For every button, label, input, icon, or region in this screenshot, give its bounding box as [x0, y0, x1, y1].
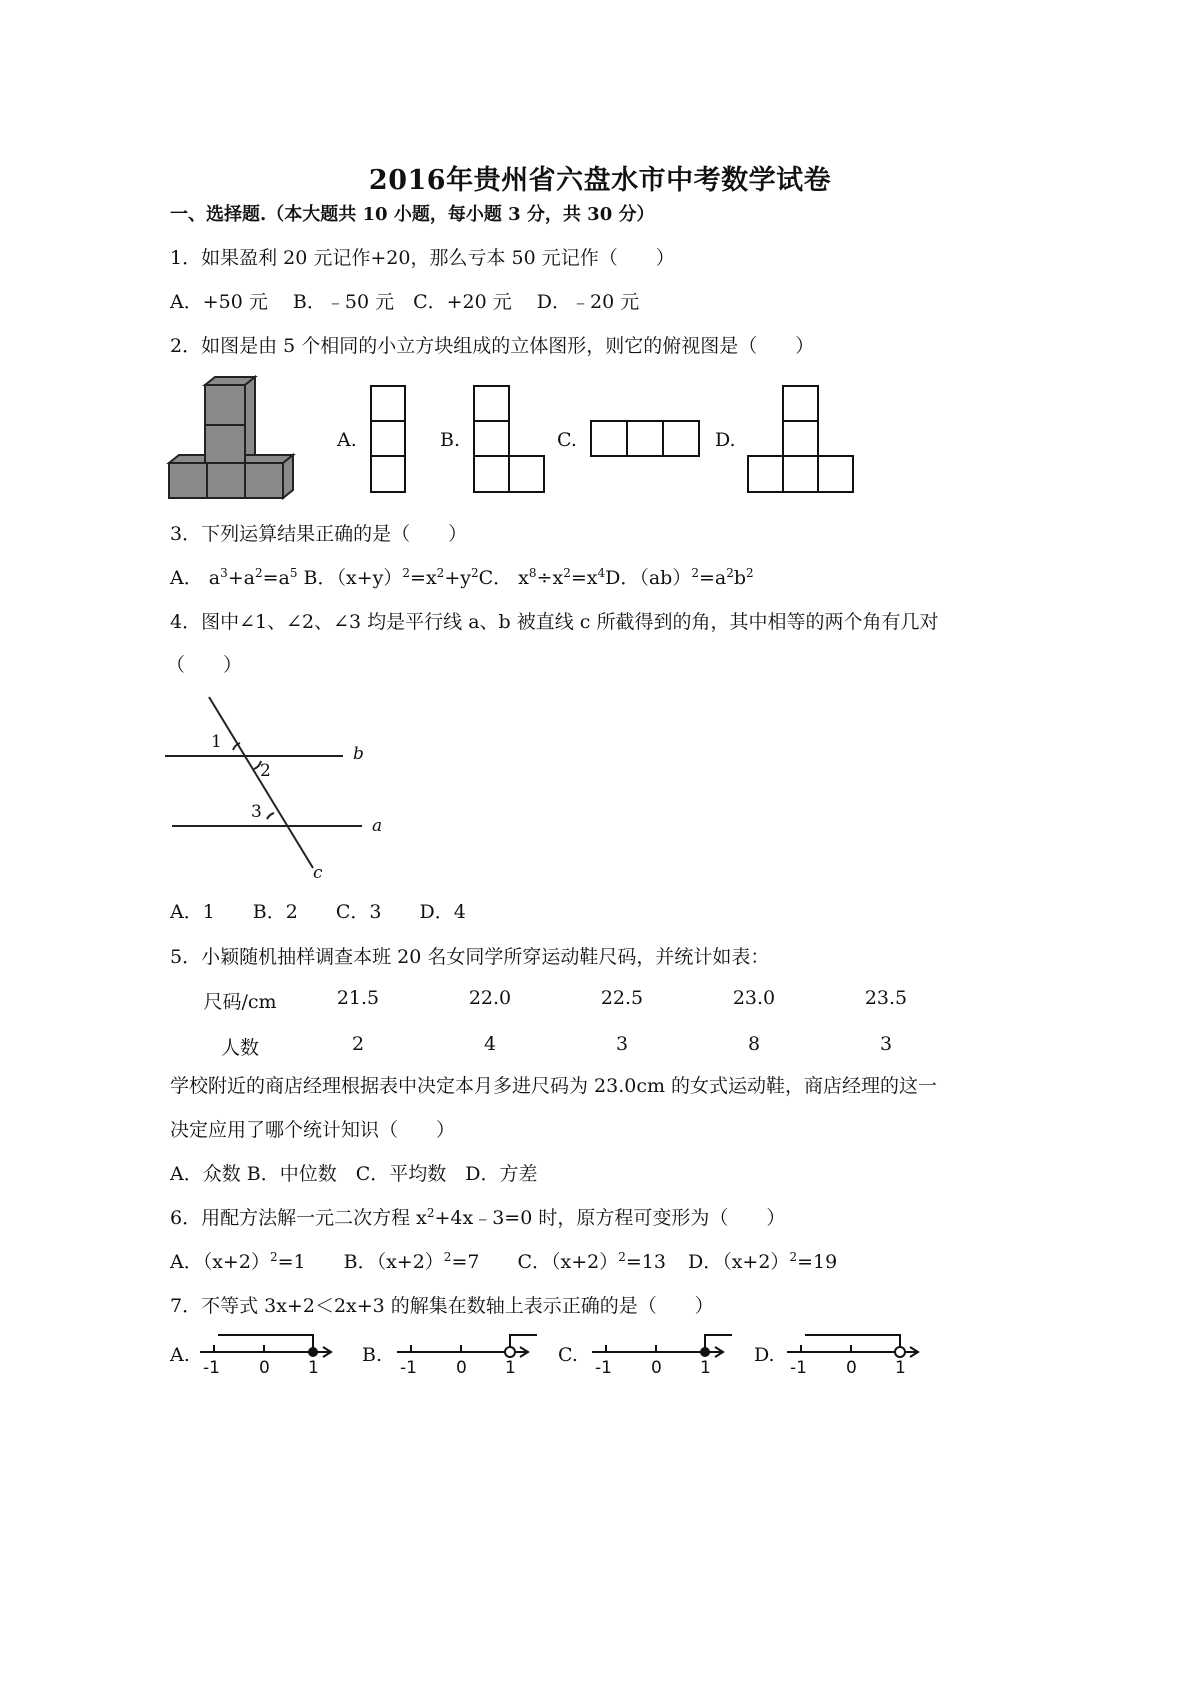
angle-2-label: 2 [260, 761, 271, 781]
tick-label: 1 [308, 1358, 319, 1378]
tick-label: 0 [259, 1358, 270, 1378]
q3-d-text: D．（ab） [605, 567, 692, 589]
q4-options: A．1 B．2 C．3 D．4 [170, 901, 466, 923]
exponent: 2 [726, 566, 734, 580]
q6-a-text: =1 [277, 1251, 306, 1273]
line-b-label: b [353, 744, 364, 764]
q5-options: A．众数 B．中位数 C．平均数 D．方差 [170, 1163, 538, 1185]
tick-label: -1 [400, 1358, 417, 1378]
exponent: 2 [563, 566, 571, 580]
q1-stem: 1．如果盈利 20 元记作+20，那么亏本 50 元记作（ ） [170, 247, 675, 269]
exponent: 2 [254, 566, 263, 580]
q6-stem-text: 6．用配方法解一元二次方程 x [170, 1207, 427, 1229]
q2-option-b-figure [473, 385, 548, 495]
exponent: 2 [789, 1250, 798, 1264]
table-cell: 人数 [220, 1037, 259, 1059]
page-title: 2016年贵州省六盘水市中考数学试卷 [368, 165, 832, 196]
section-heading: 一、选择题.（本大题共 10 小题，每小题 3 分，共 30 分） [170, 204, 655, 225]
angle-1-label: 1 [211, 732, 222, 752]
q3-a-text: A． a [170, 567, 221, 589]
exponent: 3 [220, 566, 228, 580]
angle-3-label: 3 [251, 802, 262, 822]
q4-parallel-lines-figure [165, 695, 395, 885]
q2-option-d-figure [747, 385, 857, 495]
q3-a-text: +a [227, 567, 255, 589]
q4-stem: 4．图中∠1、∠2、∠3 均是平行线 a、b 被直线 c 所截得到的角，其中相等的两个角有几对 [170, 611, 939, 633]
open-point [895, 1347, 905, 1357]
q7-number-line-d [785, 1330, 930, 1378]
exponent: 2 [691, 566, 699, 580]
q7-number-line-c [590, 1330, 735, 1378]
exponent: 4 [597, 566, 606, 580]
q5-shoe-size-table [180, 987, 1050, 1077]
tick-label: -1 [790, 1358, 807, 1378]
closed-point [700, 1347, 710, 1357]
q2-label-d: D. [715, 429, 736, 451]
q3-c-text: =x [570, 567, 598, 589]
exponent: 2 [470, 566, 479, 580]
exponent: 2 [436, 566, 445, 580]
tick-label: -1 [595, 1358, 612, 1378]
q3-b-text: B．（x+y） [297, 567, 403, 589]
q6-a-text: A．（x+2） [170, 1251, 270, 1273]
q6-d-text: D．（x+2） [687, 1251, 790, 1273]
q2-option-c-figure [590, 420, 702, 460]
q2-label-a: A. [337, 429, 357, 451]
exponent: 2 [402, 566, 411, 580]
line-a-label: a [372, 816, 383, 836]
tick-label: 0 [456, 1358, 467, 1378]
q3-c-text: C． x [478, 567, 529, 589]
tick-label: 1 [505, 1358, 516, 1378]
q7-label-a: A. [170, 1344, 190, 1366]
q4-stem-paren: （ ） [166, 654, 243, 676]
tick-label: 0 [846, 1358, 857, 1378]
line-c-label: c [313, 863, 323, 883]
q2-label-c: C. [557, 429, 577, 451]
tick-label: 1 [895, 1358, 906, 1378]
table-cell: 22.5 [600, 987, 644, 1009]
q3-d-text: b [733, 567, 747, 589]
table-cell: 22.0 [468, 987, 512, 1009]
q6-c-text: C．（x+2） [517, 1251, 619, 1273]
table-cell: 8 [747, 1033, 761, 1055]
tick-label: 1 [700, 1358, 711, 1378]
exponent: 2 [269, 1250, 278, 1264]
q6-stem-text: +4x﹣3=0 时，原方程可变形为（ ） [434, 1207, 786, 1229]
q2-stem: 2．如图是由 5 个相同的小立方块组成的立体图形，则它的俯视图是（ ） [170, 335, 815, 357]
q7-number-line-b [395, 1330, 540, 1378]
q5-text-line2: 决定应用了哪个统计知识（ ） [170, 1119, 456, 1141]
table-cell: 3 [879, 1033, 893, 1055]
q5-text-line1: 学校附近的商店经理根据表中决定本月多进尺码为 23.0cm 的女式运动鞋，商店经理的这一 [170, 1075, 938, 1097]
q5-stem: 5．小颖随机抽样调查本班 20 名女同学所穿运动鞋尺码，并统计如表： [170, 946, 770, 968]
q3-d-text: =a [698, 567, 727, 589]
line-c [209, 697, 313, 868]
table-cell: 21.5 [336, 987, 380, 1009]
q6-stem [170, 1206, 785, 1230]
table-cell: 3 [615, 1033, 629, 1055]
tick-label: -1 [203, 1358, 220, 1378]
q3-c-text: ÷x [536, 567, 564, 589]
q6-b-text: =7 [451, 1251, 480, 1273]
exponent: 2 [746, 566, 754, 580]
q6-options [170, 1250, 837, 1274]
exponent: 2 [443, 1250, 452, 1264]
q3-options [170, 566, 754, 590]
q7-label-b: B. [362, 1344, 383, 1366]
table-cell: 尺码/cm [203, 991, 277, 1013]
table-row [180, 1033, 1050, 1077]
q2-solid-figure [165, 375, 300, 500]
q2-option-a-figure [370, 385, 408, 495]
q2-label-b: B. [440, 429, 461, 451]
q6-c-text: =13 [625, 1251, 666, 1273]
q1-options: A．+50 元 B．﹣50 元 C．+20 元 D．﹣20 元 [170, 291, 640, 313]
table-cell: 2 [351, 1033, 365, 1055]
table-row [180, 987, 1050, 1033]
closed-point [308, 1347, 318, 1357]
tick-label: 0 [651, 1358, 662, 1378]
q7-label-d: D. [754, 1344, 775, 1366]
q3-stem: 3．下列运算结果正确的是（ ） [170, 523, 468, 545]
q7-number-line-a [198, 1330, 343, 1378]
q6-b-text: B．（x+2） [343, 1251, 444, 1273]
table-cell: 4 [483, 1033, 497, 1055]
exponent: 5 [289, 566, 298, 580]
q3-a-text: =a [262, 567, 290, 589]
q3-b-text: =x [410, 567, 437, 589]
q3-b-text: +y [444, 567, 471, 589]
exponent: 2 [618, 1250, 626, 1264]
exponent: 2 [426, 1206, 435, 1220]
q7-stem: 7．不等式 3x+2＜2x+3 的解集在数轴上表示正确的是（ ） [170, 1295, 714, 1317]
q7-label-c: C. [558, 1344, 578, 1366]
q6-d-text: =19 [797, 1251, 838, 1273]
open-point [505, 1347, 515, 1357]
table-cell: 23.5 [864, 987, 908, 1009]
exponent: 8 [528, 566, 537, 580]
table-cell: 23.0 [732, 987, 776, 1009]
